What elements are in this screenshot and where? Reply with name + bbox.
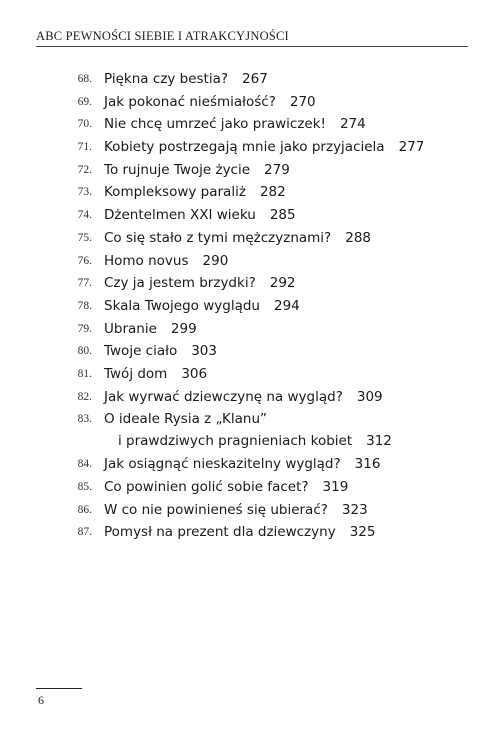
toc-number: 80. xyxy=(77,345,92,358)
toc-title: Homo novus xyxy=(104,252,189,269)
toc-title: Jak wyrwać dziewczynę na wygląd? xyxy=(104,388,343,405)
toc-entry xyxy=(0,91,496,114)
toc-entry xyxy=(0,159,496,182)
toc-number: 83. xyxy=(77,413,92,426)
toc-number: 73. xyxy=(77,186,92,199)
toc-page: 316 xyxy=(354,456,381,473)
toc-number: 74. xyxy=(77,209,92,222)
toc-entry xyxy=(0,363,496,386)
toc-number: 69. xyxy=(77,95,92,108)
toc-number: 85. xyxy=(77,481,92,493)
toc-entry xyxy=(0,250,496,273)
toc-page: 270 xyxy=(289,93,316,110)
table-of-contents xyxy=(0,68,496,544)
toc-number: 76. xyxy=(77,254,92,267)
toc-title: Czy ja jestem brzydki? xyxy=(104,275,256,292)
toc-entry xyxy=(0,68,496,91)
toc-title: Kobiety postrzegają mnie jako przyjaciela xyxy=(104,139,385,156)
toc-page: 294 xyxy=(273,297,300,314)
toc-title: Skala Twojego wyglądu xyxy=(104,297,260,314)
toc-title: Twoje ciało xyxy=(104,343,178,360)
toc-number: 79. xyxy=(77,322,92,335)
running-header: ABC PEWNOŚCI SIEBIE I ATRAKCYJNOŚCI xyxy=(36,29,289,43)
toc-page: 292 xyxy=(269,275,296,292)
toc-number: 75. xyxy=(77,231,92,244)
toc-page: 282 xyxy=(259,184,286,201)
header-rule xyxy=(36,46,468,47)
toc-entry xyxy=(0,113,496,136)
toc-page: 325 xyxy=(349,524,376,541)
toc-page: 309 xyxy=(356,388,383,405)
toc-entry xyxy=(0,386,496,409)
toc-title: Co się stało z tymi mężczyznami? xyxy=(104,229,332,246)
toc-title: Jak pokonać nieśmiałość? xyxy=(104,93,276,110)
toc-title: To rujnuje Twoje życie xyxy=(104,161,251,178)
toc-number: 84. xyxy=(77,458,92,471)
toc-page: 303 xyxy=(191,343,217,360)
toc-title: Jak osiągnąć nieskazitelny wygląd? xyxy=(104,456,341,473)
toc-entry xyxy=(0,499,496,522)
toc-number: 87. xyxy=(77,526,92,539)
toc-entry xyxy=(0,453,496,476)
toc-number: 68. xyxy=(77,73,92,85)
toc-entry xyxy=(0,136,496,159)
toc-number: 71. xyxy=(77,141,92,154)
toc-title: Nie chcę umrzeć jako prawiczek! xyxy=(104,116,326,133)
toc-number: 77. xyxy=(77,277,92,290)
toc-number: 81. xyxy=(77,367,92,380)
toc-entry xyxy=(0,204,496,227)
toc-entry xyxy=(0,476,496,499)
toc-number: 78. xyxy=(77,299,92,312)
toc-entry xyxy=(0,521,496,544)
toc-title: O ideale Rysia z „Klanu” xyxy=(104,411,268,428)
toc-page: 267 xyxy=(242,71,268,87)
toc-number: 82. xyxy=(77,390,92,403)
toc-page: 279 xyxy=(264,161,290,178)
toc-title: W co nie powinieneś się ubierać? xyxy=(104,501,328,518)
toc-entry xyxy=(0,227,496,250)
toc-page: 274 xyxy=(339,116,366,133)
toc-page: 285 xyxy=(269,207,296,224)
toc-entry xyxy=(0,340,496,363)
toc-title-continuation: i prawdziwych pragnieniach kobiet xyxy=(118,433,353,450)
toc-page: 323 xyxy=(341,501,368,518)
toc-page: 312 xyxy=(366,433,392,450)
footer-rule xyxy=(36,688,82,689)
toc-entry xyxy=(0,318,496,341)
toc-entry xyxy=(0,272,496,295)
toc-entry xyxy=(0,295,496,318)
toc-page: 290 xyxy=(202,252,229,269)
toc-title: Ubranie xyxy=(104,320,157,337)
toc-title: Kompleksowy paraliż xyxy=(104,184,246,201)
toc-number: 86. xyxy=(77,503,92,516)
toc-title: Pomysł na prezent dla dziewczyny xyxy=(104,524,336,541)
toc-title: Dżentelmen XXI wieku xyxy=(104,207,256,224)
toc-page: 299 xyxy=(170,320,197,337)
toc-number: 70. xyxy=(77,118,92,131)
toc-title: Twój dom xyxy=(104,365,168,382)
toc-title: Co powinien golić sobie facet? xyxy=(104,479,309,495)
toc-entry xyxy=(0,408,496,453)
toc-number: 72. xyxy=(77,163,92,176)
toc-page: 319 xyxy=(322,479,349,495)
toc-entry xyxy=(0,181,496,204)
toc-page: 277 xyxy=(398,139,425,156)
toc-title: Piękna czy bestia? xyxy=(104,71,229,87)
toc-page: 306 xyxy=(181,365,208,382)
toc-page: 288 xyxy=(345,229,372,246)
page-number: 6 xyxy=(38,693,44,707)
